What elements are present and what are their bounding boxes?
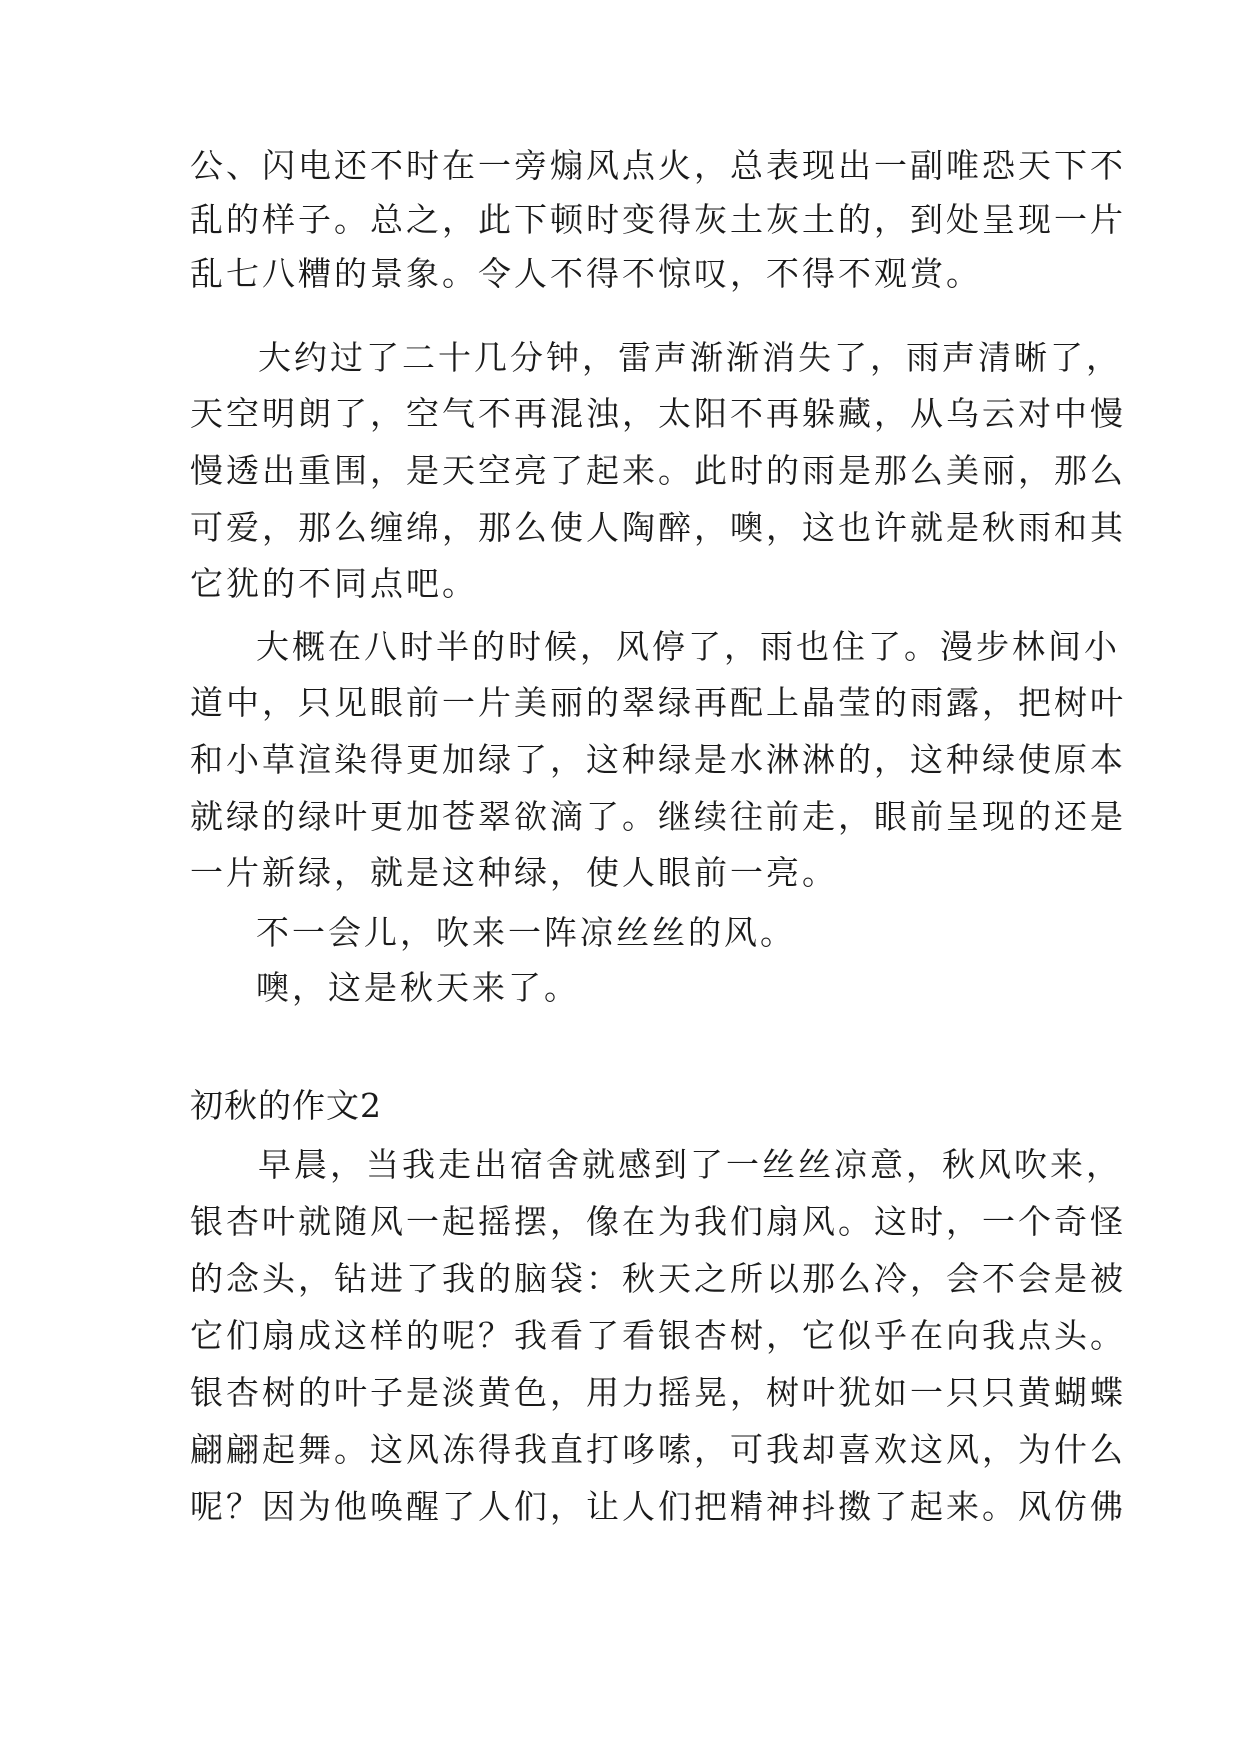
text-line: 乱的样子。总之，此下顿时变得灰土灰土的，到处呈现一片 [190, 200, 1126, 239]
text-line: 可爱，那么缠绵，那么使人陶醉，噢，这也许就是秋雨和其 [190, 508, 1126, 547]
text-line: 慢透出重围，是天空亮了起来。此时的雨是那么美丽，那么 [190, 451, 1126, 490]
paragraph-first-line: 早晨，当我走出宿舍就感到了一丝丝凉意，秋风吹来， [258, 1145, 1122, 1184]
text-line: 它犹的不同点吧。 [190, 564, 478, 603]
text-line: 呢？因为他唤醒了人们，让人们把精神抖擞了起来。风仿佛 [190, 1487, 1126, 1526]
text-line: 公、闪电还不时在一旁煽风点火，总表现出一副唯恐天下不 [190, 146, 1126, 185]
text-line: 天空明朗了，空气不再混浊，太阳不再躲藏，从乌云对中慢 [190, 394, 1126, 433]
text-line: 银杏叶就随风一起摇摆，像在为我们扇风。这时，一个奇怪 [190, 1202, 1126, 1241]
text-line: 银杏树的叶子是淡黄色，用力摇晃，树叶犹如一只只黄蝴蝶 [190, 1373, 1126, 1412]
text-line: 一片新绿，就是这种绿，使人眼前一亮。 [190, 853, 838, 892]
text-line: 的念头，钻进了我的脑袋：秋天之所以那么冷，会不会是被 [190, 1259, 1126, 1298]
text-line: 乱七八糟的景象。令人不得不惊叹，不得不观赏。 [190, 254, 982, 293]
section-title: 初秋的作文2 [190, 1086, 382, 1125]
text-line: 就绿的绿叶更加苍翠欲滴了。继续往前走，眼前呈现的还是 [190, 797, 1126, 836]
paragraph-first-line: 大概在八时半的时候，风停了，雨也住了。漫步林间小 [256, 627, 1120, 666]
paragraph-first-line: 不一会儿，吹来一阵凉丝丝的风。 [256, 913, 796, 952]
text-line: 和小草渲染得更加绿了，这种绿是水淋淋的，这种绿使原本 [190, 740, 1126, 779]
text-line: 道中，只见眼前一片美丽的翠绿再配上晶莹的雨露，把树叶 [190, 683, 1126, 722]
text-line: 它们扇成这样的呢？我看了看银杏树，它似乎在向我点头。 [190, 1316, 1126, 1355]
paragraph-first-line: 大约过了二十几分钟，雷声渐渐消失了，雨声清晰了， [258, 338, 1122, 377]
paragraph-first-line: 噢，这是秋天来了。 [256, 968, 580, 1007]
text-line: 翩翩起舞。这风冻得我直打哆嗦，可我却喜欢这风，为什么 [190, 1430, 1126, 1469]
